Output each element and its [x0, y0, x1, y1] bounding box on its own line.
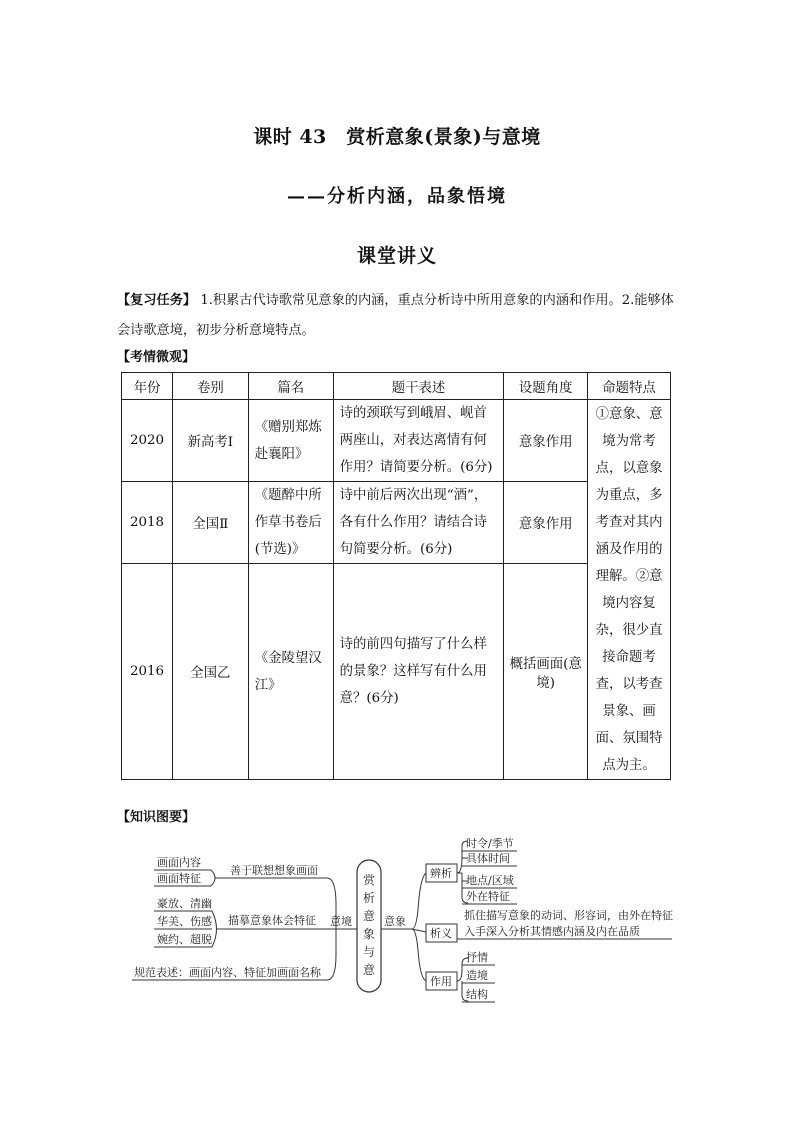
left-top-text: 善于联想想象画面 — [230, 864, 318, 877]
right-node-label: 意象 — [384, 915, 406, 928]
center-char: 析 — [362, 891, 376, 905]
question-cell: 诗中前后两次出现“酒”，各有什么作用？请结合诗句简要分析。(6分) — [333, 482, 504, 564]
title-cell: 《赠别郑炼赴襄阳》 — [248, 400, 333, 482]
exam-label: 【考情微观】 — [117, 350, 196, 365]
section-heading: 课堂讲义 — [356, 245, 437, 267]
function-label: 作用 — [430, 975, 452, 988]
page-subtitle: ——分析内涵，品象悟境 — [287, 186, 507, 207]
column-header: 命题特点 — [588, 373, 671, 400]
distinguish-label: 辨析 — [430, 867, 452, 880]
left-mid-item: 华美、伤感 — [157, 915, 212, 928]
function-item: 造境 — [466, 969, 488, 982]
left-mid-text: 描摹意象体会特征 — [228, 914, 316, 927]
question-cell: 诗的前四句描写了什么样的景象？这样写有什么用意？(6分) — [333, 564, 504, 780]
paper-cell: 全国乙 — [172, 564, 248, 780]
analysis-label: 析义 — [430, 927, 452, 940]
center-char: 与 — [362, 945, 376, 959]
center-char: 赏 — [362, 873, 376, 887]
paper-cell: 全国Ⅱ — [172, 482, 248, 564]
center-char: 意 — [362, 963, 376, 977]
column-header: 卷别 — [172, 373, 248, 400]
year-cell: 2020 — [122, 400, 173, 482]
analysis-text-line: 抓住描写意象的动词、形容词，由外在特征 — [464, 909, 673, 922]
features-cell: ①意象、意境为常考点，以意象为重点，多考查对其内涵及作用的理解。②意境内容复杂，很少直接命题考查，以考查景象、画面、氛围特点为主。 — [588, 400, 671, 780]
distinguish-item: 地点/区域 — [466, 874, 514, 887]
distinguish-item: 外在特征 — [466, 890, 510, 903]
title-cell: 《题醉中所作草书卷后(节选)》 — [248, 482, 333, 564]
question-cell: 诗的颈联写到峨眉、岘首两座山，对表达离情有何作用？请简要分析。(6分) — [333, 400, 504, 482]
exam-table — [121, 372, 671, 780]
left-bottom-text: 规范表述：画面内容、特征加画面名称 — [134, 966, 321, 979]
angle-cell: 意象作用 — [504, 482, 588, 564]
center-char: 象 — [362, 927, 376, 941]
review-task — [117, 286, 677, 346]
left-top-item: 画面内容 — [157, 856, 201, 869]
left-node-label: 意境 — [330, 915, 352, 928]
page-title: 课时 43 赏析意象(景象)与意境 — [253, 126, 541, 148]
title-cell: 《金陵望汉江》 — [248, 564, 333, 780]
center-char: 意 — [362, 909, 376, 923]
table-header-row — [122, 373, 671, 400]
left-mid-item: 豪放、清幽 — [157, 897, 212, 910]
angle-cell: 意象作用 — [504, 400, 588, 482]
left-top-item: 画面特征 — [157, 872, 201, 885]
paper-cell: 新高考Ⅰ — [172, 400, 248, 482]
left-mid-item: 婉约、超脱 — [157, 933, 212, 946]
year-cell: 2016 — [122, 564, 173, 780]
column-header: 年份 — [122, 373, 173, 400]
distinguish-item: 时令/季节 — [466, 837, 514, 850]
knowledge-mindmap — [0, 820, 794, 1020]
review-text: 1.积累古代诗歌常见意象的内涵，重点分析诗中所用意象的内涵和作用。2.能够体会诗歌意境，初步分析意境特点。 — [117, 293, 674, 338]
knowledge-label: 【知识图要】 — [117, 810, 196, 825]
function-item: 结构 — [466, 988, 488, 1001]
angle-cell: 概括画面(意境) — [504, 564, 588, 780]
analysis-text-line: 入手深入分析其情感内涵及内在品质 — [464, 925, 640, 938]
column-header: 题干表述 — [333, 373, 504, 400]
distinguish-item: 具体时间 — [466, 852, 510, 865]
function-item: 抒情 — [466, 951, 488, 964]
column-header: 设题角度 — [504, 373, 588, 400]
review-label: 【复习任务】 — [117, 293, 197, 308]
year-cell: 2018 — [122, 482, 173, 564]
table-row — [122, 400, 671, 482]
column-header: 篇名 — [248, 373, 333, 400]
